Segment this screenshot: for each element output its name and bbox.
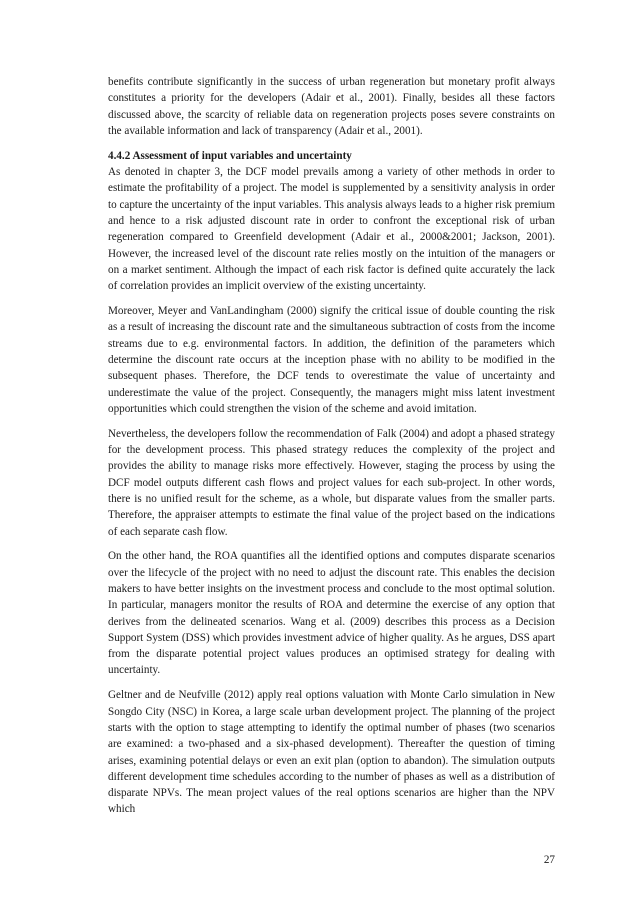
paragraph-geltner: Geltner and de Neufville (2012) apply real options valuation with Monte Carlo simulation in New Songdo City (NSC) in Korea, a large scale urban development project. The planning of the project starts with the option to stage attempting to identify the optimal number of phases (two scenarios are examined: a two-phased and a six-phased development). Thereafter the question of timing arises, examining potential delays or even an exit plan (option to abandon). The simulation outputs different development time schedules according to the number of phases as well as a distribution of disparate NPVs. The mean project values of the real options scenarios are higher than the NPV which bbox=[108, 689, 555, 816]
paragraph-roa: On the other hand, the ROA quantifies all the identified options and computes disparate scenarios over the lifecycle of the project with no need to adjust the discount rate. This enables the decision makers to have better insights on the investment process and conclude to the most optimal solution. In particular, managers monitor the results of ROA and determine the exercise of any option that derives from the delineated scenarios. Wang et al. (2009) describes this process as a Decision Support System (DSS) which provides investment advice of higher quality. As he argues, DSS apart from the disparate potential project values produces an optimised strategy for dealing with uncertainty. bbox=[108, 550, 555, 677]
paragraph-double-counting: Moreover, Meyer and VanLandingham (2000) signify the critical issue of double counting the risk as a result of increasing the discount rate and the simultaneous subtraction of costs from the income streams due to e.g. environmental factors. In addition, the definition of the parameters which determine the discount rate occurs at the inception phase with no ability to be modified in the subsequent phases. Therefore, the DCF tends to overestimate the value of uncertainty and underestimate the value of the project. Consequently, the managers might miss latent investment opportunities which could strengthen the vision of the scheme and avoid imitation. bbox=[108, 305, 555, 415]
paragraph-phased-strategy: Nevertheless, the developers follow the recommendation of Falk (2004) and adopt a phased strategy for the development process. This phased strategy reduces the complexity of the project and provides the ability to manage risks more effectively. However, staging the process by using the DCF model outputs different cash flows and project values for each sub-project. In other words, there is no unified result for the scheme, as a whole, but disparate values from the smaller parts. Therefore, the appraiser attempts to estimate the final value of the project based on the indications of each separate cash flow. bbox=[108, 427, 555, 538]
document-page bbox=[108, 74, 555, 826]
paragraph-intro: benefits contribute significantly in the success of urban regeneration but monetary profit always constitutes a priority for the developers (Adair et al., 2001). Finally, besides all these factors discussed above, the scarcity of reliable data on regeneration projects poses severe constraints on the available information and lack of transparency (Adair et al., 2001). bbox=[108, 76, 555, 137]
page-number: 27 bbox=[543, 854, 555, 866]
section-heading: 4.4.2 Assessment of input variables and uncertainty bbox=[108, 149, 352, 162]
paragraph-dcf-model: As denoted in chapter 3, the DCF model prevails among a variety of other methods in order to estimate the profitability of a project. The model is supplemented by a sensitivity analysis in order to capture the uncertainty of the input variables. This analysis always leads to a higher risk premium and hence to a risk adjusted discount rate in order to confront the exceptional risk of urban regeneration compared to Greenfield development (Adair et al., 2000&2001; Jackson, 2001). However, the increased level of the discount rate relies mostly on the intuition of the managers or on a market sentiment. Although the impact of each risk factor is defined quite accurately the lack of correlation provides an implicit overview of the existing uncertainty. bbox=[108, 166, 555, 293]
